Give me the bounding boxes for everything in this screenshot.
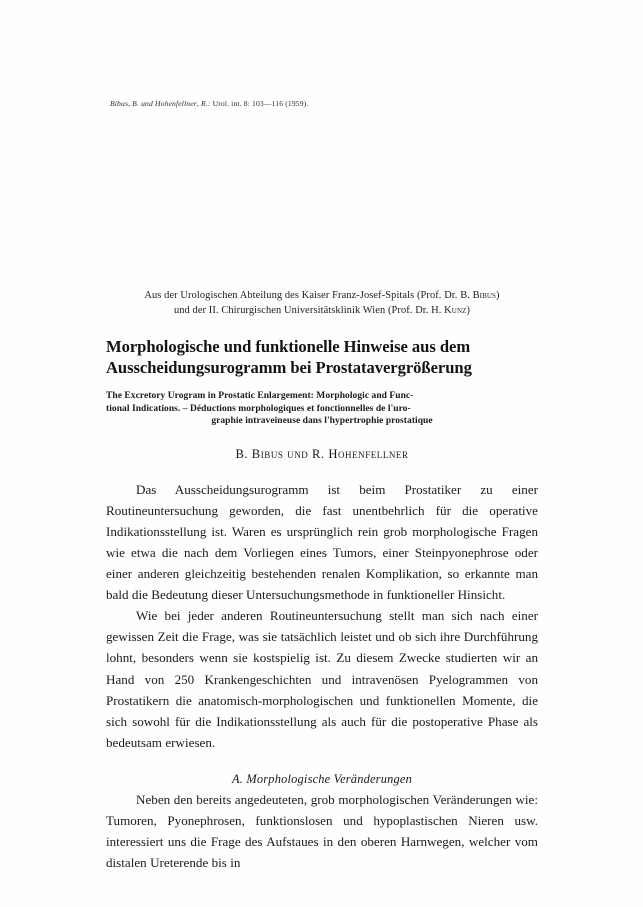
article-content: [106, 288, 538, 873]
article-body: [106, 479, 538, 874]
body-paragraph-1: Das Ausscheidungsurogramm ist beim Prostatiker zu einer Routineuntersuchung geworden, die fast unentbehrlich für die operative Indikationsstellung ist. Waren es ursprünglich rein grob morphologische Fragen wie etwa die nach dem Vorliegen eines Tumors, einer Steinpyonephrose oder einer anderen gleichzeitig bestehenden renalen Komplikation, so erkannte man bald die Bedeutung dieser Untersuchungsmethode in funktioneller Hinsicht.: [106, 481, 538, 603]
title-line-2: Ausscheidungsurogramm bei Prostatavergrößerung: [106, 358, 472, 378]
affiliation-line-1: Aus der Urologischen Abteilung des Kaiser Franz-Josef-Spitals (Prof. Dr. B. Bibus): [144, 290, 500, 301]
running-head-citation: Bibus, B. und Hohenfellner, R.: Urol. int. 8: 103—116 (1959).: [110, 99, 309, 108]
running-head-author1-surname: Bibus: [110, 99, 129, 108]
running-head-author2-initial: R.:: [200, 99, 211, 108]
affiliation-line-1-smallcaps: ibus: [479, 290, 497, 301]
body-paragraph-2: Wie bei jeder anderen Routineuntersuchung stellt man sich nach einer gewissen Zeit die Frage, was sie tatsächlich leistet und ob sich ihre Durchführung lohnt, besonders wenn sie kostspielig ist. Zu diesem Zwecke studierten wir an Hand von 250 Krankengeschichten und intravenösen Pyelogrammen von Prostatikern die anatomisch-morphologischen und funktionellen Momente, die sich sowohl für die Indikationsstellung als auch für die postoperative Phase als bedeutsam erwiesen.: [106, 608, 538, 750]
body-paragraph-3: Neben den bereits angedeuteten, grob morphologischen Veränderungen wie: Tumoren, Pyonephrosen, funktionslosen und hypoplastischen Nieren usw. interessiert uns die Frage des Aufstaues in den oberen Harnwegen, welcher vom distalen Ureterende bis in: [106, 791, 538, 871]
running-head-author2-surname: Hohenfellner: [154, 99, 197, 108]
subtitle-line-2: tional Indications. – Déductions morphologiques et fonctionnelles de l'uro-: [106, 403, 411, 414]
running-head-conjunction: und: [141, 99, 153, 108]
affiliation-line-2: und der II. Chirurgischen Universitätsklinik Wien (Prof. Dr. H. Kunz): [173, 305, 471, 317]
running-head-journal-citation: Urol. int. 8: 103—116 (1959).: [212, 99, 309, 108]
author-byline: B. Bibus und R. Hohenfellner: [235, 446, 409, 461]
subtitle-line-1: The Excretory Urogram in Prostatic Enlargement: Morphologic and Func-: [106, 390, 414, 401]
section-heading-a: A. Morphologische Veränderungen: [232, 771, 412, 786]
title-line-1: Morphologische und funktionelle Hinweise aus dem: [106, 336, 471, 356]
subtitle-block: [106, 390, 538, 428]
running-head-author1-initial: B.: [132, 99, 140, 108]
subtitle-line-3: graphie intraveineuse dans l'hypertrophie prostatique: [211, 416, 433, 427]
affiliation-block: [106, 288, 538, 319]
page-title: [106, 336, 538, 379]
affiliation-line-2-smallcaps: unz: [451, 305, 467, 317]
